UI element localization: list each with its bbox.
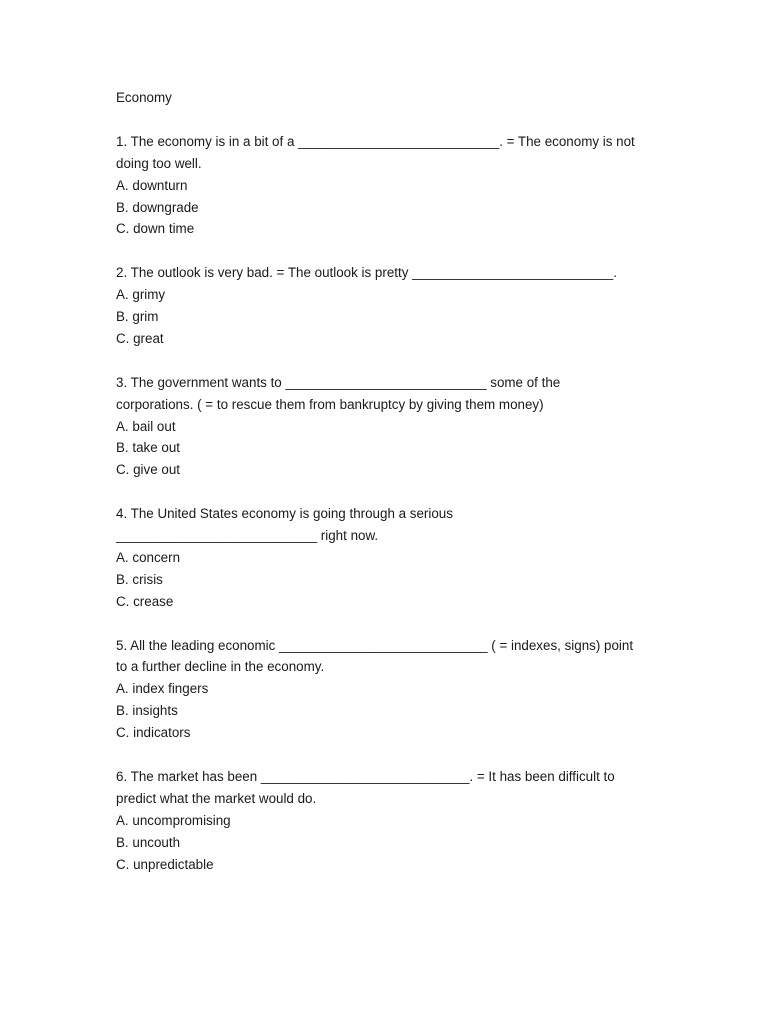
- document-title: Economy: [116, 90, 172, 105]
- question-3: [116, 372, 656, 482]
- answer-option-b: B. take out: [116, 440, 181, 456]
- answer-option-a: A. index fingers: [116, 681, 209, 697]
- answer-option-c: C. great: [116, 330, 164, 346]
- question-stem-line: predict what the market would do.: [116, 790, 317, 806]
- answer-option-c: C. down time: [116, 221, 195, 237]
- question-stem-line: to a further decline in the economy.: [116, 659, 325, 675]
- question-6: [116, 766, 656, 876]
- question-stem-line: 2. The outlook is very bad. = The outlook is pretty ___________________________.: [116, 265, 617, 281]
- answer-option-b: B. downgrade: [116, 199, 199, 215]
- question-stem-line: 6. The market has been ____________________________. = It has been difficult to: [116, 769, 615, 784]
- question-5: [116, 635, 656, 745]
- answer-option-b: B. crisis: [116, 571, 163, 587]
- question-stem-line: 5. All the leading economic ____________________________ ( = indexes, signs) point: [116, 637, 634, 653]
- question-2: [116, 262, 656, 350]
- document-page: [116, 87, 656, 897]
- answer-option-a: A. bail out: [116, 418, 176, 434]
- question-stem-line: corporations. ( = to rescue them from bankruptcy by giving them money): [116, 396, 544, 412]
- answer-option-a: A. uncompromising: [116, 812, 231, 828]
- answer-option-b: B. grim: [116, 309, 159, 325]
- answer-option-a: A. concern: [116, 549, 181, 565]
- answer-option-c: C. crease: [116, 593, 174, 609]
- answer-option-a: A. grimy: [116, 287, 166, 303]
- question-stem-line: doing too well.: [116, 155, 202, 171]
- answer-option-a: A. downturn: [116, 177, 188, 193]
- question-stem-line: ___________________________ right now.: [116, 528, 379, 544]
- question-4: [116, 503, 656, 613]
- question-stem-line: 3. The government wants to ___________________________ some of the: [116, 374, 561, 390]
- question-stem-line: 4. The United States economy is going through a serious: [116, 506, 453, 522]
- answer-option-c: C. unpredictable: [116, 856, 214, 872]
- answer-option-c: C. give out: [116, 462, 181, 478]
- question-1: [116, 131, 656, 241]
- answer-option-b: B. uncouth: [116, 834, 181, 850]
- answer-option-b: B. insights: [116, 703, 178, 719]
- answer-option-c: C. indicators: [116, 725, 191, 741]
- question-stem-line: 1. The economy is in a bit of a ___________________________. = The economy is not: [116, 133, 635, 149]
